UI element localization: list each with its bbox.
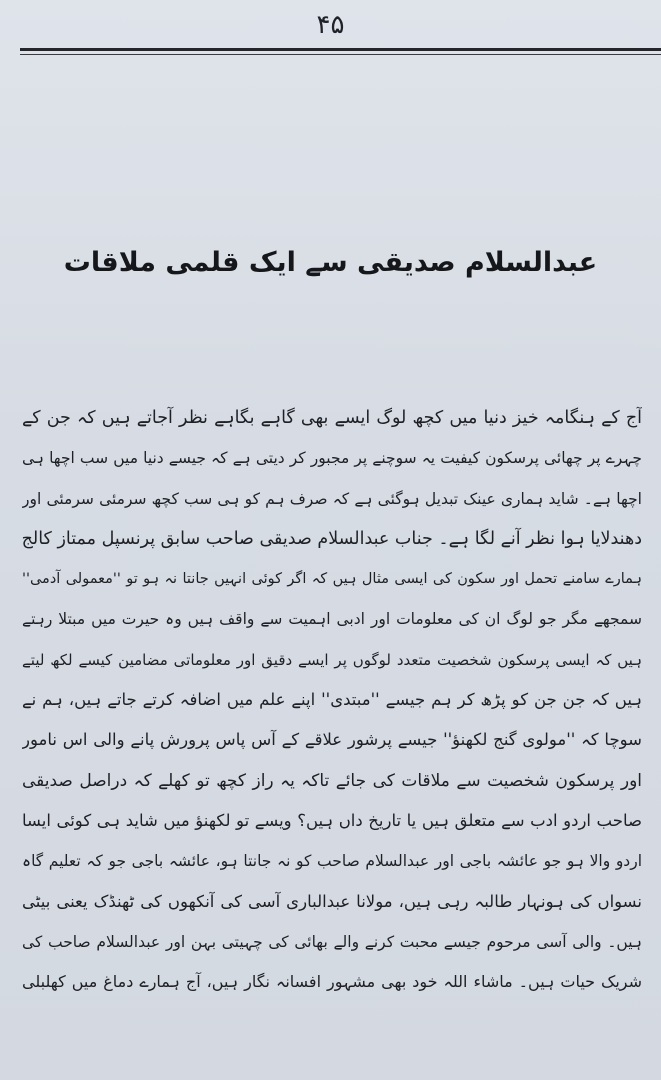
article-body: [22, 398, 642, 1002]
text-line: آج کے ہنگامہ خیز دنیا میں کچھ لوگ ایسے بھی گاہے بگاہے نظر آجاتے ہیں کہ جن کے: [22, 408, 642, 428]
text-line: ہیں۔ والی آسی مرحوم جیسے محبت کرنے والے بھائی کی چہیتی بہن اور عبدالسلام صاحب کی: [22, 932, 642, 951]
text-line: سوچا کہ ''مولوی گنج لکھنؤ'' جیسے پرشور علاقے کے آس پاس پرورش پانے والی اس نامور: [22, 730, 642, 750]
text-line: شریک حیات ہیں۔ ماشاء اللہ خود بھی مشہور افسانہ نگار ہیں، آج ہمارے دماغ میں کھلبلی: [22, 972, 642, 992]
header-rule-thick: [20, 48, 661, 51]
text-line: اردو والا ہو جو عائشہ باجی اور عبدالسلام صاحب کو نہ جانتا ہو، عائشہ باجی جو کہ تعلیم گاہ: [22, 852, 642, 871]
text-line: چہرے پر چھائی پرسکون کیفیت یہ سوچنے پر مجبور کر دیتی ہے کہ جیسے دنیا میں سب اچھا ہی: [22, 449, 642, 468]
text-line: ہیں کہ جن جن کو پڑھ کر ہم جیسے ''مبتدی'' اپنے علم میں اضافہ کرتے جاتے ہیں، ہم نے: [22, 690, 642, 710]
text-line: اچھا ہے۔ شاید ہماری عینک تبدیل ہوگئی ہے کہ صرف ہم کو ہی سب کچھ سرمئی سرمئی اور: [22, 489, 642, 508]
text-line: صاحب اردو ادب سے متعلق ہیں یا تاریخ داں ہیں؟ ویسے تو لکھنؤ میں شاید ہی کوئی ایسا: [22, 810, 642, 830]
page-number: ۴۵: [316, 10, 345, 40]
article-title: عبدالسلام صدیقی سے ایک قلمی ملاقات: [63, 247, 598, 278]
text-line: نسواں کی ہونہار طالبہ رہی ہیں، مولانا عبدالباری آسی کی آنکھوں کی ٹھنڈک یعنی بیٹی: [22, 891, 642, 911]
text-line: سمجھے مگر جو لوگ ان کی معلومات اور ادبی اہمیت سے واقف ہیں وہ حیرت میں مبتلا رہتے: [22, 610, 642, 629]
text-line: اور پرسکون شخصیت سے ملاقات کی جائے تاکہ یہ راز کچھ تو کھلے کہ دراصل صدیقی: [22, 770, 642, 791]
text-line: دھندلایا ہوا نظر آنے لگا ہے۔ جناب عبدالسلام صدیقی صاحب سابق پرنسپل ممتاز کالج: [22, 528, 642, 549]
text-line: ہیں کہ ایسی پرسکون شخصیت متعدد لوگوں پر ایسے دقیق اور معلوماتی مضامین کیسے لکھ لیتے: [22, 650, 642, 669]
text-line: ہمارے سامنے تحمل اور سکون کی ایسی مثال ہیں کہ اگر کوئی انہیں جانتا نہ ہو تو ''معمولی آدمی'': [22, 571, 642, 588]
header-rule-thin: [20, 54, 661, 55]
